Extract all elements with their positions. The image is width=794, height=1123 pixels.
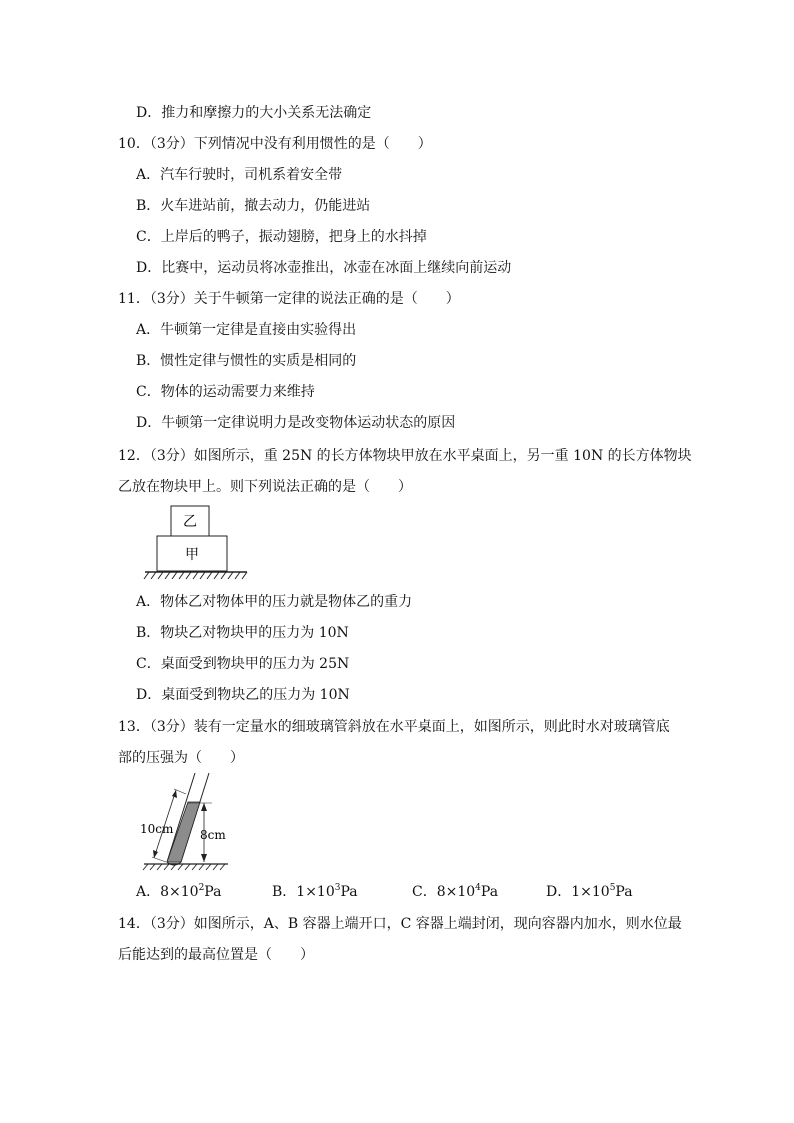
q11-option-a: A．牛顿第一定律是直接由实验得出 [136, 322, 357, 338]
q11-option-d: D．牛顿第一定律说明力是改变物体运动状态的原因 [136, 415, 456, 431]
q11-option-b: B．惯性定律与惯性的实质是相同的 [136, 353, 357, 369]
q14-stem-line1: 14．（3分）如图所示，A、B 容器上端开口，C 容器上端封闭，现向容器内加水，则水位最 [118, 916, 682, 932]
q14-stem-line2: 后能达到的最高位置是（ ） [118, 947, 314, 963]
q13-stem-line1: 13．（3分）装有一定量水的细玻璃管斜放在水平桌面上，如图所示，则此时水对玻璃管底 [118, 719, 670, 735]
length-arrow-top [172, 790, 177, 798]
q12-option-a: A．物体乙对物体甲的压力就是物体乙的重力 [136, 594, 413, 610]
q13-option-c: C．$8\times 10^4Pa$ [412, 883, 499, 900]
block-yi-label: 乙 [183, 514, 197, 530]
q11-stem: 11．（3分）关于牛顿第一定律的说法正确的是（ ） [118, 291, 460, 307]
q10-stem: 10．（3分）下列情况中没有利用惯性的是（ ） [118, 136, 432, 152]
q13-option-b: B．$1\times 10^3Pa$ [272, 883, 358, 900]
q12-stacked-blocks-figure [140, 503, 252, 581]
height-arrow-top [201, 803, 207, 811]
q12-option-b: B．物块乙对物块甲的压力为 10N [136, 625, 349, 641]
length-ext-bottom [152, 857, 166, 862]
q13-option-d: D．$1\times 10^5Pa$ [546, 883, 633, 900]
q12-option-d: D．桌面受到物块乙的压力为 10N [136, 687, 350, 703]
q11-option-c: C．物体的运动需要力来维持 [136, 384, 315, 400]
q10-option-b: B．火车进站前，撤去动力，仍能进站 [136, 198, 371, 214]
q13-tilted-tube-figure [136, 768, 236, 874]
q13-stem-line2: 部的压强为（ ） [118, 750, 244, 766]
q9-option-d: D．推力和摩擦力的大小关系无法确定 [136, 105, 372, 121]
length-label: 10cm [140, 822, 174, 836]
q12-stem-line1: 12．（3分）如图所示，重 25N 的长方体物块甲放在水平桌面上，另一重 10N 的长方体物块 [118, 448, 692, 464]
height-label: 8cm [200, 828, 226, 842]
length-arrow-bottom [153, 850, 158, 858]
q12-stem-line2: 乙放在物块甲上。则下列说法正确的是（ ） [118, 479, 412, 495]
q10-option-d: D．比赛中，运动员将冰壶推出，冰壶在冰面上继续向前运动 [136, 260, 512, 276]
height-arrow-bottom [201, 854, 207, 862]
q13-option-a: A．$8\times 10^2Pa$ [136, 883, 222, 900]
q10-option-c: C．上岸后的鸭子，振动翅膀，把身上的水抖掉 [136, 229, 427, 245]
q10-option-a: A．汽车行驶时，司机系着安全带 [136, 167, 343, 183]
block-jia-label: 甲 [185, 547, 199, 563]
ground-hatching [143, 864, 225, 870]
table-hatching [144, 572, 247, 579]
q12-option-c: C．桌面受到物块甲的压力为 25N [136, 656, 350, 672]
